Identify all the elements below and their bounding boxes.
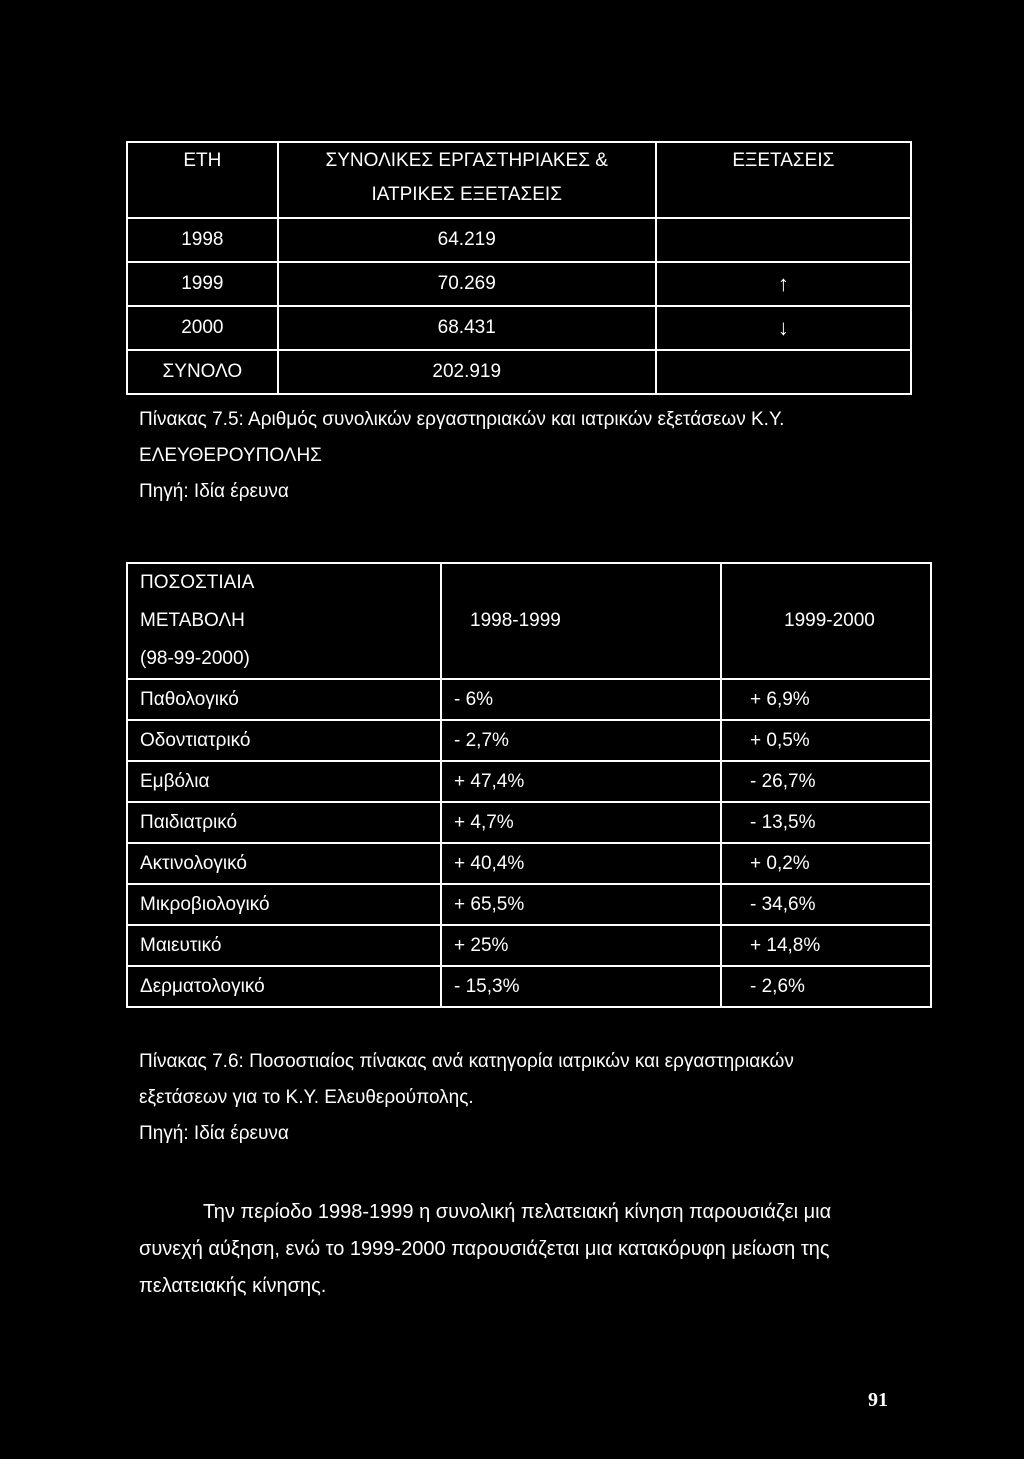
table-row (127, 720, 931, 761)
change-1999-2000-cell: + 0,2% (721, 843, 931, 884)
total-cell: 64.219 (278, 218, 656, 262)
caption-2-source: Πηγή: Ιδία έρευνα (139, 1123, 289, 1144)
category-cell: Μαιευτικό (127, 925, 441, 966)
header-years: ΕΤΗ (127, 142, 278, 218)
change-1998-1999-cell: + 65,5% (441, 884, 721, 925)
header-label: ΠΟΣΟΣΤΙΑΙΑ ΜΕΤΑΒΟΛΗ (98-99-2000) (127, 563, 441, 679)
change-1999-2000-cell: - 26,7% (721, 761, 931, 802)
table-row (127, 350, 911, 394)
caption-1-source: Πηγή: Ιδία έρευνα (139, 481, 289, 502)
year-cell: 1999 (127, 262, 278, 306)
year-cell: 2000 (127, 306, 278, 350)
change-1998-1999-cell: + 47,4% (441, 761, 721, 802)
table-row (127, 218, 911, 262)
change-1998-1999-cell: - 15,3% (441, 966, 721, 1007)
category-cell: Παθολογικό (127, 679, 441, 720)
change-1999-2000-cell: + 6,9% (721, 679, 931, 720)
total-cell: 68.431 (278, 306, 656, 350)
caption-2-line2: εξετάσεων για το Κ.Υ. Ελευθερούπολης. (139, 1087, 474, 1108)
change-1998-1999-cell: - 2,7% (441, 720, 721, 761)
paragraph-line2: συνεχή αύξηση, ενώ το 1999-2000 παρουσιάζεται μια κατακόρυφη μείωση της (139, 1238, 830, 1260)
exams-totals-table (126, 141, 912, 395)
arrow-up-icon: ↑ (656, 262, 911, 306)
category-cell: Εμβόλια (127, 761, 441, 802)
header-exams: ΕΞΕΤΑΣΕΙΣ (656, 142, 911, 218)
category-cell: Δερματολογικό (127, 966, 441, 1007)
table-row (127, 966, 931, 1007)
year-cell: ΣΥΝΟΛΟ (127, 350, 278, 394)
percentage-change-table (126, 562, 932, 1008)
change-1999-2000-cell: + 0,5% (721, 720, 931, 761)
header-total-exams (278, 142, 656, 218)
change-1999-2000-cell: - 13,5% (721, 802, 931, 843)
change-1998-1999-cell: - 6% (441, 679, 721, 720)
table-row (127, 884, 931, 925)
table-row (127, 802, 931, 843)
arrow-down-icon: ↓ (656, 306, 911, 350)
change-1998-1999-cell: + 40,4% (441, 843, 721, 884)
page-number: 91 (868, 1389, 888, 1411)
table-header-row (127, 563, 931, 679)
table-row (127, 925, 931, 966)
table-header-row (127, 142, 911, 218)
caption-1-line2: ΕΛΕΥΘΕΡΟΥΠΟΛΗΣ (139, 445, 322, 466)
year-cell: 1998 (127, 218, 278, 262)
table-row (127, 761, 931, 802)
total-cell: 70.269 (278, 262, 656, 306)
caption-1-line1: Πίνακας 7.5: Αριθμός συνολικών εργαστηριακών και ιατρικών εξετάσεων Κ.Υ. (139, 409, 785, 430)
paragraph-line1: Την περίοδο 1998-1999 η συνολική πελατειακή κίνηση παρουσιάζει μια (203, 1201, 832, 1223)
table-row (127, 306, 911, 350)
category-cell: Παιδιατρικό (127, 802, 441, 843)
change-1999-2000-cell: - 34,6% (721, 884, 931, 925)
total-cell: 202.919 (278, 350, 656, 394)
table-caption-1 (139, 402, 784, 510)
header-total-line1: ΣΥΝΟΛΙΚΕΣ ΕΡΓΑΣΤΗΡΙΑΚΕΣ & (325, 150, 608, 171)
change-1999-2000-cell: - 2,6% (721, 966, 931, 1007)
table-caption-2 (139, 1044, 794, 1152)
paragraph-line3: πελατειακής κίνησης. (139, 1275, 327, 1297)
body-paragraph (139, 1194, 929, 1305)
change-1998-1999-cell: + 25% (441, 925, 721, 966)
table-row (127, 262, 911, 306)
header-1998-1999: 1998-1999 (441, 563, 721, 679)
table-row (127, 843, 931, 884)
header-total-line2: ΙΑΤΡΙΚΕΣ ΕΞΕΤΑΣΕΙΣ (371, 184, 562, 205)
category-cell: Ακτινολογικό (127, 843, 441, 884)
trend-cell (656, 218, 911, 262)
category-cell: Οδοντιατρικό (127, 720, 441, 761)
header-1999-2000: 1999-2000 (721, 563, 931, 679)
caption-2-line1: Πίνακας 7.6: Ποσοστιαίος πίνακας ανά κατηγορία ιατρικών και εργαστηριακών (139, 1051, 794, 1072)
trend-cell (656, 350, 911, 394)
category-cell: Μικροβιολογικό (127, 884, 441, 925)
change-1998-1999-cell: + 4,7% (441, 802, 721, 843)
table-row (127, 679, 931, 720)
change-1999-2000-cell: + 14,8% (721, 925, 931, 966)
